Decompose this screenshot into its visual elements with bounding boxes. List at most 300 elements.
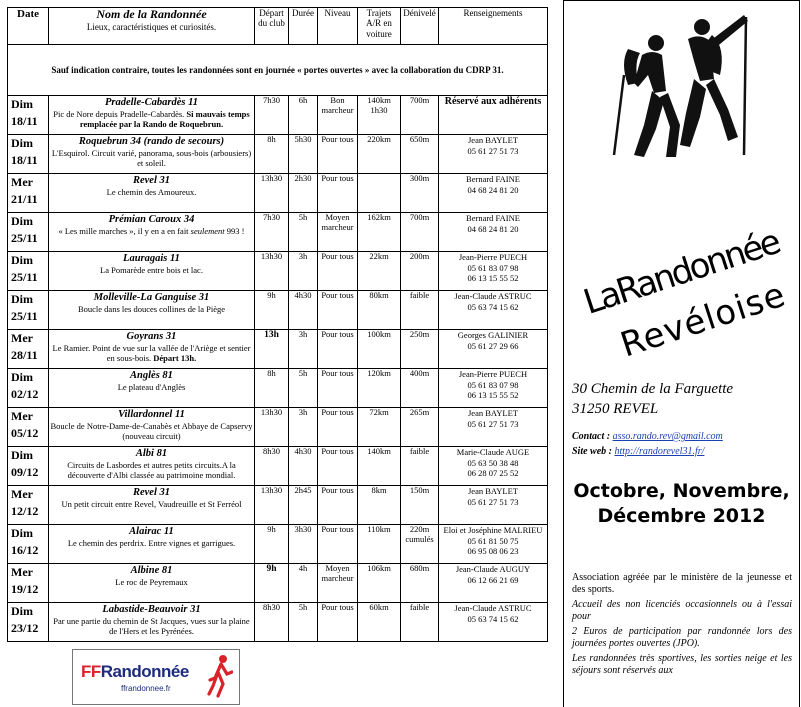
row-trajet: [358, 408, 401, 447]
row-niveau: [318, 213, 358, 252]
row-description: [50, 382, 253, 392]
row-niveau: [318, 447, 358, 486]
row-denivele-value: 220m cumulés: [405, 524, 434, 544]
header-row: [8, 8, 548, 45]
row-denivele-value: 200m: [409, 251, 430, 261]
row-trajet: [358, 369, 401, 408]
row-denivele-value: 700m: [409, 212, 430, 222]
row-depart-value: 9h: [266, 564, 277, 574]
row-duree-value: 5h: [298, 602, 308, 612]
row-niveau: [318, 135, 358, 174]
club-name-line2: Revéloise: [615, 274, 790, 366]
row-niveau-value: Pour tous: [321, 290, 354, 300]
row-day: Mer: [11, 175, 33, 189]
club-name-line1: LaRandonnée: [578, 221, 787, 323]
row-date-value: 28/11: [11, 348, 38, 363]
row-trajet-value: 60km: [369, 602, 389, 612]
row-info: [439, 447, 548, 486]
ffrandonnee-url: ffrandonnee.fr: [121, 684, 171, 693]
table-row: [8, 486, 548, 525]
row-trajet-value: 162km: [367, 212, 391, 222]
row-denivele-value: 265m: [409, 407, 430, 417]
row-info-value: Jean BAYLET 05 61 27 51 73: [467, 486, 519, 507]
row-date-value: 18/11: [11, 114, 38, 129]
row-day: Dim: [11, 370, 33, 384]
row-day: Dim: [11, 214, 33, 228]
row-trajet-value: 72km: [369, 407, 389, 417]
row-duree-value: 2h45: [294, 485, 312, 495]
row-niveau: [318, 174, 358, 213]
row-info: [439, 603, 548, 642]
row-trajet-value: 80km: [369, 290, 389, 300]
row-info-value: Jean-Pierre PUECH 05 61 83 07 98 06 13 15 55 52: [458, 369, 528, 401]
row-denivele-value: 700m: [409, 95, 430, 105]
club-address: [572, 379, 733, 420]
row-info-value: Jean-Claude ASTRUC 05 63 74 15 62: [454, 291, 532, 312]
row-denivele-value: faible: [409, 602, 430, 612]
row-info: [439, 369, 548, 408]
row-title: Prémian Caroux 34: [108, 214, 195, 225]
ffrandonnee-ff: FF: [81, 662, 101, 681]
row-desc: Un petit circuit entre Revel, Vaudreuille et St Ferréol: [61, 499, 242, 510]
row-info-value: Jean-Claude AUGUY 06 12 66 21 69: [455, 564, 531, 585]
address-street: 30 Chemin de la Farguette: [572, 381, 734, 397]
row-trajet: [358, 213, 401, 252]
table-row: [8, 525, 548, 564]
row-denivele: [401, 447, 439, 486]
row-day: Dim: [11, 526, 33, 540]
row-denivele: [401, 564, 439, 603]
row-desc: Boucle de Notre-Dame-de-Canabès et Abbaye de Capservy (nouveau circuit): [50, 421, 253, 442]
row-depart-value: 7h30: [263, 212, 280, 222]
table-row: [8, 564, 548, 603]
assoc-fee: 2 Euros de participation par randonnée lors des journées portes ouvertes (JPO).: [572, 626, 792, 649]
contact-email-link[interactable]: asso.rando.rev@gmail.com: [612, 431, 723, 442]
row-description: [50, 499, 253, 509]
row-title: Anglès 81: [130, 370, 173, 381]
row-depart: [255, 135, 289, 174]
row-desc: Le chemin des Amoureux.: [106, 187, 197, 198]
row-depart-value: 13h: [264, 330, 279, 340]
row-name: [49, 447, 255, 486]
row-depart: [255, 213, 289, 252]
row-trajet-value: 110km: [367, 524, 391, 534]
row-day: Dim: [11, 97, 33, 111]
row-denivele-value: 680m: [409, 563, 430, 573]
row-niveau: [318, 486, 358, 525]
row-name: [49, 330, 255, 369]
assoc-welcome: Accueil des non licenciés occasionnels ou à l'essai pour: [572, 599, 792, 622]
row-depart: [255, 174, 289, 213]
notice-row: [8, 45, 548, 96]
row-duree-value: 3h: [298, 407, 308, 417]
row-duree-value: 4h30: [294, 446, 312, 456]
row-date: [8, 408, 49, 447]
row-day: Mer: [11, 487, 33, 501]
row-name: [49, 564, 255, 603]
row-info-value: Marie-Claude AUGE 05 63 50 38 48 06 28 07 25 52: [456, 447, 530, 479]
row-trajet: [358, 174, 401, 213]
row-desc: Par une partie du chemin de St Jacques, vues sur la plaine de l'Hers et les Pyrénées.: [53, 616, 250, 637]
row-title: Villardonnel 11: [118, 409, 185, 420]
row-date-value: 25/11: [11, 270, 38, 285]
row-duree-value: 4h: [298, 563, 308, 573]
address-city: 31250 REVEL: [572, 401, 659, 418]
row-trajet-value: 22km: [369, 251, 389, 261]
row-date-value: 12/12: [11, 504, 39, 519]
row-denivele-value: 250m: [409, 329, 430, 339]
table-row: [8, 252, 548, 291]
row-name: [49, 135, 255, 174]
row-duree: [289, 252, 318, 291]
row-denivele: [401, 369, 439, 408]
row-niveau-value: Moyen marcheur: [321, 212, 354, 232]
row-depart-value: 8h30: [263, 446, 280, 456]
row-trajet-value: 140km: [367, 446, 391, 456]
row-niveau-value: Pour tous: [321, 524, 354, 534]
row-info: [439, 291, 548, 330]
row-date: [8, 603, 49, 642]
row-denivele: [401, 291, 439, 330]
row-description: [50, 343, 253, 363]
season-line2: Décembre 2012: [597, 504, 766, 527]
row-niveau: [318, 96, 358, 135]
row-name: [49, 96, 255, 135]
row-niveau-value: Pour tous: [321, 368, 354, 378]
row-depart: [255, 291, 289, 330]
row-info-value: Bernard FAINE 04 68 24 81 20: [466, 174, 520, 195]
row-desc: Le chemin des perdrix. Entre vignes et garrigues.: [67, 538, 236, 549]
row-date-value: 02/12: [11, 387, 39, 402]
row-depart-value: 8h30: [263, 602, 280, 612]
header-duree: Durée: [289, 8, 318, 45]
header-trajets: Trajets A/R en voiture: [358, 8, 401, 45]
row-date: [8, 96, 49, 135]
ffrandonnee-logo: [72, 649, 240, 705]
row-description: [50, 538, 253, 548]
row-name: [49, 291, 255, 330]
row-name: [49, 525, 255, 564]
table-row: [8, 96, 548, 135]
row-description: [50, 304, 253, 314]
row-trajet-value: 140km 1h30: [367, 95, 391, 115]
row-depart-value: 13h30: [260, 251, 283, 261]
row-denivele-value: faible: [409, 446, 430, 456]
row-info-value: Jean BAYLET 05 61 27 51 73: [467, 408, 519, 429]
row-niveau-value: Pour tous: [321, 446, 354, 456]
season-line1: Octobre, Novembre,: [573, 480, 790, 502]
table-row: [8, 213, 548, 252]
row-depart-value: 9h: [267, 524, 276, 534]
assoc-reserved: Les randonnées très sportives, les sorties neige et les séjours sont réservés aux: [572, 653, 792, 676]
row-description: [50, 109, 253, 129]
row-desc: Le roc de Peyremaux: [115, 577, 188, 588]
row-niveau-value: Bon marcheur: [321, 95, 354, 115]
row-depart: [255, 96, 289, 135]
row-day: Dim: [11, 253, 33, 267]
row-depart: [255, 486, 289, 525]
row-depart-value: 8h: [267, 134, 276, 144]
row-trajet: [358, 291, 401, 330]
row-info: [439, 135, 548, 174]
row-trajet: [358, 96, 401, 135]
table-row: [8, 135, 548, 174]
row-denivele: [401, 174, 439, 213]
row-trajet-value: 106km: [367, 563, 391, 573]
row-date: [8, 213, 49, 252]
row-trajet: [358, 447, 401, 486]
association-info: [572, 572, 792, 680]
row-day: Mer: [11, 331, 33, 345]
schedule-table: [7, 7, 548, 642]
row-date-value: 05/12: [11, 426, 39, 441]
row-denivele-value: 150m: [409, 485, 430, 495]
row-depart: [255, 603, 289, 642]
row-niveau-value: Pour tous: [321, 134, 354, 144]
row-title: Revel 31: [132, 175, 171, 186]
row-info: [439, 330, 548, 369]
row-denivele: [401, 213, 439, 252]
row-duree-value: 5h: [298, 212, 308, 222]
row-title: Roquebrun 34 (rando de secours): [78, 136, 225, 147]
row-denivele-value: faible: [409, 290, 430, 300]
row-niveau: [318, 564, 358, 603]
row-date-value: 23/12: [11, 621, 39, 636]
row-niveau: [318, 330, 358, 369]
row-duree: [289, 603, 318, 642]
row-trajet-value: 120km: [367, 368, 391, 378]
row-info: [439, 213, 548, 252]
row-trajet: [358, 603, 401, 642]
row-duree: [289, 213, 318, 252]
row-day: Dim: [11, 448, 33, 462]
row-title: Albi 81: [135, 448, 168, 459]
row-info-value: Georges GALINIER 05 61 27 29 66: [457, 330, 529, 351]
row-duree: [289, 330, 318, 369]
row-info: [439, 408, 548, 447]
row-duree: [289, 447, 318, 486]
row-desc: La Pomarède entre bois et lac.: [100, 265, 203, 276]
row-niveau: [318, 603, 358, 642]
row-date-value: 09/12: [11, 465, 39, 480]
walker-icon: [207, 654, 233, 698]
row-desc-bold: Départ 13h.: [153, 353, 197, 364]
row-niveau: [318, 408, 358, 447]
header-niveau: Niveau: [318, 8, 358, 45]
row-duree-value: 5h30: [294, 134, 312, 144]
row-info-value: Jean-Claude ASTRUC 05 63 74 15 62: [454, 603, 532, 624]
row-date-value: 19/12: [11, 582, 39, 597]
table-row: [8, 330, 548, 369]
header-name-sub: Lieux, caractéristiques et curiosités.: [86, 21, 217, 32]
row-denivele: [401, 525, 439, 564]
row-trajet: [358, 330, 401, 369]
hike-rows: [8, 96, 548, 642]
row-desc: « Les mille marches », il y en a en fait: [58, 226, 189, 237]
row-description: [50, 148, 253, 168]
row-info: [439, 174, 548, 213]
ffrandonnee-logo-text: [81, 662, 189, 682]
row-denivele: [401, 486, 439, 525]
row-name: [49, 603, 255, 642]
row-niveau: [318, 525, 358, 564]
row-info-value: Jean BAYLET 05 61 27 51 73: [467, 135, 519, 156]
row-date: [8, 486, 49, 525]
notice-text: Sauf indication contraire, toutes les randonnées sont en journée « portes ouvertes » avec la collaboration du CDRP 31.: [8, 45, 548, 96]
row-depart-value: 13h30: [260, 173, 283, 183]
row-title: Albine 81: [130, 565, 173, 576]
assoc-approval: Association agréée par le ministère de la jeunesse et des sports.: [572, 572, 792, 595]
header-name: [49, 8, 255, 45]
header-depart: Départ du club: [255, 8, 289, 45]
row-depart: [255, 369, 289, 408]
header-date: Date: [8, 8, 49, 45]
row-depart-value: 8h: [267, 368, 276, 378]
row-name: [49, 486, 255, 525]
row-desc-italic: seulement: [190, 226, 225, 237]
hikers-icon: [594, 5, 764, 165]
row-description: [50, 460, 253, 480]
row-name: [49, 369, 255, 408]
row-depart-value: 13h30: [260, 485, 283, 495]
row-duree: [289, 525, 318, 564]
row-trajet: [358, 525, 401, 564]
row-trajet: [358, 135, 401, 174]
row-duree-value: 4h30: [294, 290, 312, 300]
row-name: [49, 213, 255, 252]
row-duree: [289, 564, 318, 603]
row-info-value: Jean-Pierre PUECH 05 61 83 07 98 06 13 15 55 52: [458, 252, 528, 284]
row-trajet: [358, 564, 401, 603]
row-desc: Pic de Nore depuis Pradelle-Cabardès.: [53, 109, 185, 120]
row-info-value: Eloi et Joséphine MALRIEU 05 61 81 50 75 06 95 08 06 23: [443, 525, 543, 557]
row-denivele: [401, 603, 439, 642]
row-description: [50, 226, 253, 236]
row-denivele-value: 300m: [409, 173, 430, 183]
row-date: [8, 135, 49, 174]
row-depart: [255, 252, 289, 291]
club-name-logo: [564, 161, 799, 371]
row-duree-value: 3h: [298, 251, 308, 261]
row-duree: [289, 408, 318, 447]
table-row: [8, 369, 548, 408]
row-duree-value: 3h: [298, 329, 308, 339]
row-day: Dim: [11, 136, 33, 150]
row-title: Goyrans 31: [126, 331, 177, 342]
row-date: [8, 330, 49, 369]
row-info-value: Réservé aux adhérents: [444, 96, 542, 107]
row-date: [8, 291, 49, 330]
row-title: Pradelle-Cabardès 11: [104, 97, 199, 108]
club-contact: [572, 429, 723, 459]
row-date-value: 21/11: [11, 192, 38, 207]
row-info: [439, 564, 548, 603]
row-desc-end: 993 !: [226, 226, 245, 237]
row-day: Dim: [11, 292, 33, 306]
row-niveau-value: Pour tous: [321, 485, 354, 495]
row-denivele: [401, 330, 439, 369]
row-info: [439, 525, 548, 564]
row-date: [8, 252, 49, 291]
row-depart-value: 9h: [267, 290, 276, 300]
table-row: [8, 603, 548, 642]
row-desc-bold: Si mauvais temps remplacée par la Rando de Roquebrun.: [79, 109, 250, 130]
row-date: [8, 564, 49, 603]
row-depart: [255, 408, 289, 447]
row-day: Mer: [11, 409, 33, 423]
row-name: [49, 252, 255, 291]
row-trajet-value: 8km: [371, 485, 387, 495]
site-url-link[interactable]: http://randorevel31.fr/: [614, 446, 705, 457]
row-info: [439, 486, 548, 525]
row-title: Labastide-Beauvoir 31: [102, 604, 201, 615]
row-depart: [255, 330, 289, 369]
row-title: Molleville-La Ganguise 31: [93, 292, 210, 303]
row-duree-value: 2h30: [294, 173, 312, 183]
row-description: [50, 187, 253, 197]
row-denivele-value: 400m: [409, 368, 430, 378]
row-day: Mer: [11, 565, 33, 579]
table-row: [8, 408, 548, 447]
row-date: [8, 525, 49, 564]
row-duree: [289, 291, 318, 330]
row-denivele: [401, 135, 439, 174]
row-duree-value: 5h: [298, 368, 308, 378]
row-duree-value: 3h30: [294, 524, 312, 534]
row-niveau-value: Pour tous: [321, 329, 354, 339]
row-description: [50, 265, 253, 275]
row-niveau-value: Pour tous: [321, 602, 354, 612]
row-day: Dim: [11, 604, 33, 618]
row-title: Alairac 11: [129, 526, 174, 537]
row-name: [49, 408, 255, 447]
row-niveau-value: Pour tous: [321, 173, 354, 183]
row-niveau: [318, 291, 358, 330]
row-trajet: [358, 252, 401, 291]
row-date-value: 25/11: [11, 309, 38, 324]
row-title: Lauragais 11: [123, 253, 180, 264]
table-row: [8, 447, 548, 486]
row-depart-value: 7h30: [263, 95, 280, 105]
row-duree: [289, 369, 318, 408]
row-date: [8, 447, 49, 486]
site-label: Site web :: [572, 446, 612, 457]
table-row: [8, 291, 548, 330]
row-niveau-value: Moyen marcheur: [321, 563, 354, 583]
row-info: [439, 96, 548, 135]
row-trajet-value: 220km: [367, 134, 391, 144]
row-date: [8, 174, 49, 213]
row-desc: L'Esquirol. Circuit varié, panorama, sous-bois (arbousiers) et soleil.: [51, 148, 252, 169]
row-description: [50, 616, 253, 636]
row-desc: Le Ramier. Point de vue sur la vallée de l'Ariège et sentier en sous-bois.: [52, 343, 251, 364]
row-info-value: Bernard FAINE 04 68 24 81 20: [466, 213, 520, 234]
row-depart-value: 13h30: [260, 407, 283, 417]
row-description: [50, 577, 253, 587]
row-denivele-value: 650m: [409, 134, 430, 144]
row-depart: [255, 564, 289, 603]
row-duree-value: 6h: [298, 95, 308, 105]
row-description: [50, 421, 253, 441]
row-niveau-value: Pour tous: [321, 251, 354, 261]
row-niveau: [318, 252, 358, 291]
header-name-title: Nom de la Randonnée: [96, 7, 207, 21]
row-title: Revel 31: [132, 487, 171, 498]
row-denivele: [401, 252, 439, 291]
header-renseignements: Renseignements: [439, 8, 548, 45]
row-denivele: [401, 408, 439, 447]
row-duree: [289, 96, 318, 135]
